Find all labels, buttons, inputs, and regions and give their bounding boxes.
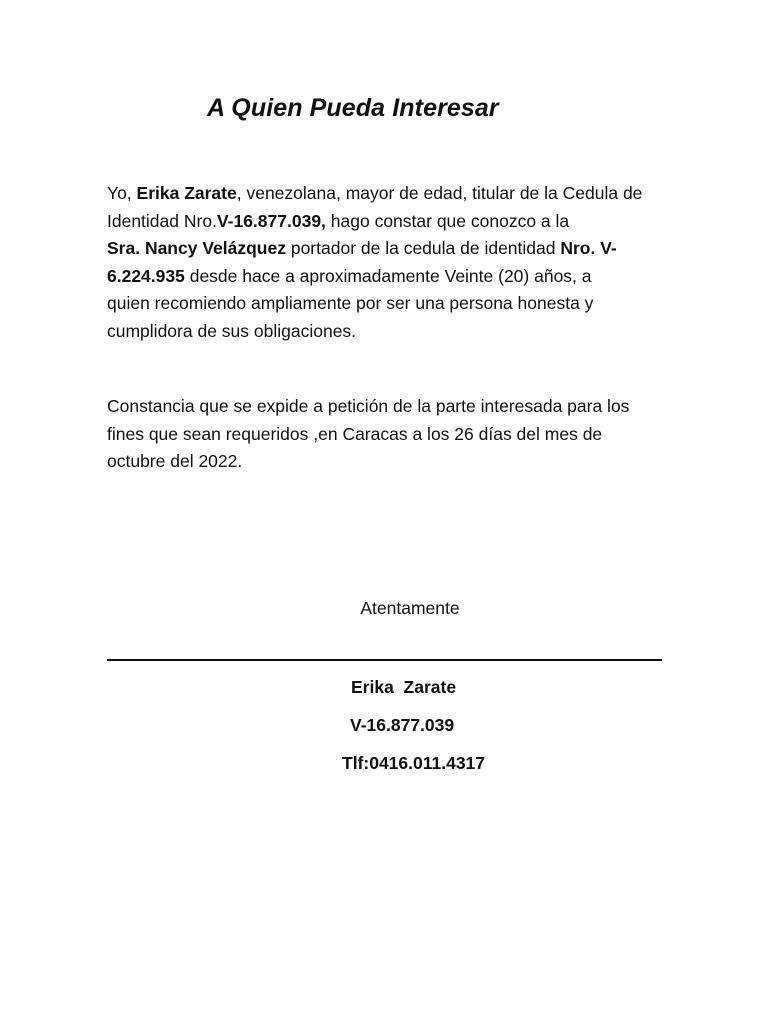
paragraph-line: Constancia que se expide a petición de la parte interesada para los <box>107 396 630 416</box>
text-run: desde hace a aproximadamente Veinte (20) años, a <box>184 265 592 286</box>
paragraph-line: quien recomiendo ampliamente por ser una persona honesta y <box>107 293 594 313</box>
paragraph-line <box>107 180 667 208</box>
text-run: hago constar que conozco a la <box>325 210 570 231</box>
document-title: A Quien Pueda Interesar <box>207 94 499 122</box>
signature-id: V-16.877.039 <box>350 715 455 735</box>
paragraph-line <box>107 263 667 291</box>
paragraph-line <box>107 208 667 236</box>
id-number: V-16.877.039, <box>216 210 326 231</box>
signature-line <box>107 659 662 661</box>
signature-phone: Tlf:0416.011.4317 <box>342 753 486 773</box>
closing-text: Atentamente <box>360 598 460 618</box>
id-number-suffix: 6.224.935 <box>107 265 185 286</box>
text-run: Identidad Nro. <box>107 210 217 231</box>
signature-name: Erika Zarate <box>351 677 457 697</box>
paragraph-line: octubre del 2022. <box>107 451 243 471</box>
text-run: , venezolana, mayor de edad, titular de la Cedula de <box>236 183 643 203</box>
person-name: Erika Zarate <box>136 183 237 203</box>
paragraph-constancia <box>107 393 667 476</box>
text-run: Yo, <box>107 183 137 203</box>
paragraph-line: fines que sean requeridos ,en Caracas a los 26 días del mes de <box>107 423 603 444</box>
text-run: portador de la cedula de identidad <box>285 238 561 258</box>
paragraph-line: cumplidora de sus obligaciones. <box>107 320 357 341</box>
id-number-prefix: Nro. V- <box>560 238 617 258</box>
recommended-person-name: Sra. Nancy Velázquez <box>107 238 286 258</box>
paragraph-line <box>107 235 667 263</box>
paragraph-recommendation <box>107 180 667 345</box>
